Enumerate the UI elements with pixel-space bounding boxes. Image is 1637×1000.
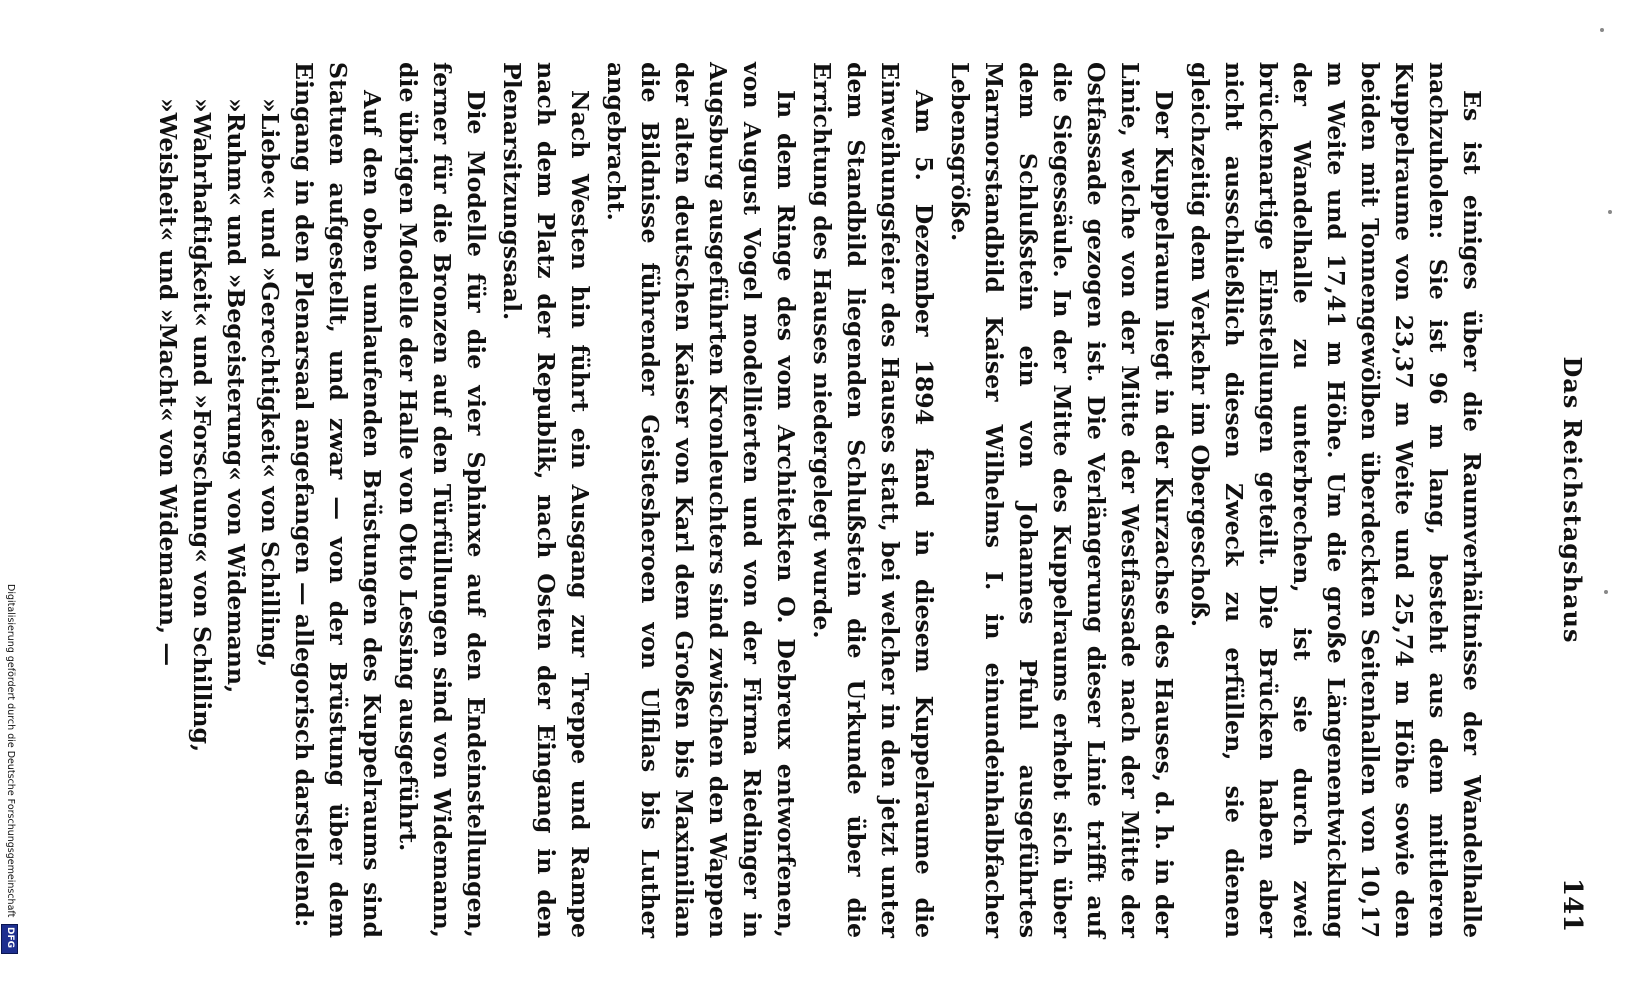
list-item: »Weisheit« und »Macht« von Widemann, — [154,98,182,667]
paragraph: Am 5. Dezember 1894 fand in diesem Kuppelraume die Einweihungsfeier des Hauses statt, bei welcher in den jetzt unter dem Standbild liegenden Schlußstein die Urkunde über die Errichtung des Hauses niedergelegt wurde. [808,62,938,938]
scan-speck [1600,28,1604,32]
body-text [151,62,1489,938]
statue-list [151,62,287,938]
paragraph: Nach Westen hin führt ein Ausgang zur Treppe und Rampe nach dem Platz der Republik, nach Osten der Eingang in den Plenarsitzungssaal. [498,62,594,938]
list-item: »Wahrhaftigkeit« und »Forschung« von Schilling, [188,98,216,753]
dfg-logo-text: DFG [5,927,15,949]
page-number: 141 [1557,878,1587,933]
scan-speck [1608,210,1612,214]
page-header [1547,0,1587,1000]
paragraph: In dem Ringe des vom Architekten O. Debreux entworfenen, von August Vogel modellierten und von der Firma Riedinger in Augsburg ausgeführten Kronleuchters sind zwischen den Wappen der alten deutschen Kaiser von Karl dem Großen bis Maximilian die Bildnisse führender Geistesheroen von Ulfilas bis Luther angebracht. [602,62,800,938]
paragraph: Es ist einiges über die Raumverhältnisse der Wandelhalle nachzuholen: Sie ist 96 m lang, besteht aus dem mittleren Kuppelraume von 23,37 m Weite und 25,74 m Höhe sowie den beiden mit Tonnengewölben überdeckten Seitenhallen von 10,17 m Weite und 17,41 m Höhe. Um die große Längenentwicklung der Wandelhalle zu unterbrechen, ist sie durch zwei brückenartige Einstellungen geteilt. Die Brücken haben aber nicht ausschließlich diesen Zweck zu erfüllen, sie dienen gleichzeitig dem Verkehr im Obergeschoß. [1186,62,1486,938]
paragraph: Auf den oben umlaufenden Brüstungen des Kuppelraums sind Statuen aufgestellt, und zwar — von der Brüstung über dem Eingang in den Plenarsaal angefangen — allegorisch darstellend: [290,62,386,938]
list-item: »Liebe« und »Gerechtigkeit« von Schilling, [256,98,284,668]
dfg-logo [1,924,18,954]
paragraph: Der Kuppelraum liegt in der Kurzachse des Hauses, d. h. in der Linie, welche von der Mitte der Westfassade nach der Mitte der Ostfassade gezogen ist. Die Verlängerung dieser Linie trifft auf die Siegessäule. In der Mitte des Kuppelraums erhebt sich über dem Schlußstein ein von Johannes Pfuhl ausgeführtes Marmorstandbild Kaiser Wilhelms I. in einundeinhalbfacher Lebensgröße. [946,62,1178,938]
list-item: »Ruhm« und »Begeisterung« von Widemann, [222,98,250,694]
digitization-note-text: Digitalisierung gefördert durch die Deutsche Forschungsgemeinschaft [5,584,16,918]
running-title: Das Reichstagshaus [1558,356,1587,644]
scan-speck [1604,590,1608,594]
digitization-note [2,584,16,950]
paragraph: Die Modelle für die vier Sphinxe auf den Endeinstellungen, ferner für die Bronzen auf den Türfüllungen sind von Widemann, die übrigen Modelle der Halle von Otto Lessing ausgeführt. [394,62,490,938]
